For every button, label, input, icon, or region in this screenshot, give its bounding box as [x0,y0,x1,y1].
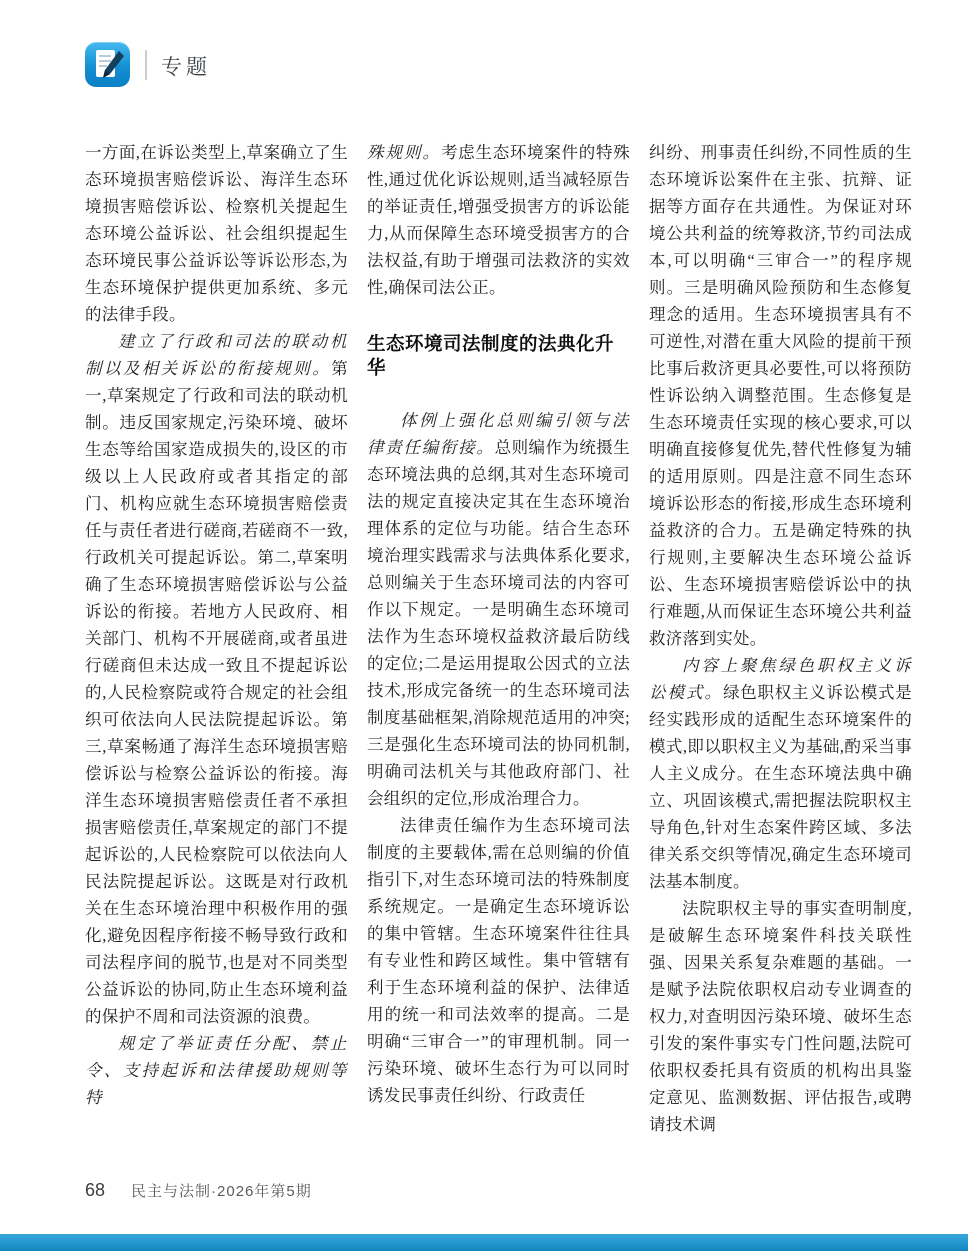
bottom-accent-bar [0,1234,968,1251]
paragraph: 内容上聚焦绿色职权主义诉讼模式。绿色职权主义诉讼模式是经实践形成的适配生态环境案件的模式,即以职权主义为基础,酌采当事人主义成分。在生态环境法典中确立、巩固该模式,需把握法院职权主导角色,针对生态案件跨区域、多法律关系交织等情况,确定生态环境司法基本制度。 [649,656,912,891]
journal-name: 民主与法制·2026年第5期 [131,1183,312,1200]
paragraph [85,1030,348,1111]
emphasis-lead: 内容上聚焦绿色职权主义诉讼模式。 [649,656,912,702]
article-column [367,139,630,1179]
paragraph: 一方面,在诉讼类型上,草案确立了生态环境损害赔偿诉讼、海洋生态环境损害赔偿诉讼、检察机关提起生态环境公益诉讼、社会组织提起生态环境民事公益诉讼等诉讼形态,为生态环境保护提供更加系统、多元的法律手段。 [85,143,348,324]
emphasis-lead: 殊规则。 [367,143,442,162]
paragraph: 纠纷、刑事责任纠纷,不同性质的生态环境诉讼案件在主张、抗辩、证据等方面存在共通性。为保证对环境公共利益的统筹救济,节约司法成本,可以明确“三审合一”的程序规则。三是明确风险预防和生态修复理念的适用。生态环境损害具有不可逆性,对潜在重大风险的提前干预比事后救济更具必要性,可以将预防性诉讼纳入调整范围。生态修复是生态环境责任实现的核心要求,可以明确直接修复优先,替代性修复为辅的适用原则。四是注意不同生态环境诉讼形态的衔接,形成生态环境利益救济的合力。五是确定特殊的执行规则,主要解决生态环境公益诉讼、生态环境损害赔偿诉讼中的执行难题,从而保证生态环境公共利益救济落到实处。 [649,143,912,648]
paragraph: 法院职权主导的事实查明制度,是破解生态环境案件科技关联性强、因果关系复杂难题的基础。一是赋予法院依职权启动专业调查的权力,对查明因污染环境、破坏生态引发的案件事实专门性问题,法院可依职权委托具有资质的机构出具鉴定意见、监测数据、评估报告,或聘请技术调 [649,899,912,1134]
document-with-pen-glyph [85,42,130,87]
page-footer [85,1180,312,1201]
section-heading: 生态环境司法制度的法典化升华 [367,333,615,378]
paragraph: 法律责任编作为生态环境司法制度的主要载体,需在总则编的价值指引下,对生态环境司法的特殊制度系统规定。一是确定生态环境诉讼的集中管辖。生态环境案件往往具有专业性和跨区域性。集中管辖有利于生态环境利益的保护、法律适用的统一和司法效率的提高。二是明确“三审合一”的审理机制。同一污染环境、破坏生态行为可以同时诱发民事责任纠纷、行政责任 [367,816,630,1105]
paragraph: 体例上强化总则编引领与法律责任编衔接。总则编作为统摄生态环境法典的总纲,其对生态环境司法的规定直接决定其在生态环境治理体系的定位与功能。结合生态环境治理实践需求与法典体系化要求,总则编关于生态环境司法的内容可作以下规定。一是明确生态环境司法作为生态环境权益救济最后防线的定位;二是运用提取公因式的立法技术,形成完备统一的生态环境司法制度基础框架,消除规范适用的冲突;三是强化生态环境司法的协同机制,明确司法机关与其他政府部门、社会组织的定位,形成治理合力。 [367,411,630,808]
article-column [649,139,912,1179]
article-column [85,139,348,1179]
emphasis-lead: 建立了行政和司法的联动机制以及相关诉讼的衔接规则。 [85,332,348,378]
section-label: 专题 [161,55,211,79]
paragraph: 殊规则。考虑生态环境案件的特殊性,通过优化诉讼规则,适当减轻原告的举证责任,增强受损害方的诉讼能力,从而保障生态环境受损害方的合法权益,有助于增强司法救济的实效性,确保司法公正。 [367,143,630,297]
article-body [85,139,912,1179]
document-with-pen-icon [85,42,130,87]
emphasis-lead: 规定了举证责任分配、禁止令、支持起诉和法律援助规则等特 [85,1034,348,1107]
page-number: 68 [85,1180,106,1200]
emphasis-lead: 体例上强化总则编引领与法律责任编衔接。 [367,411,630,457]
paragraph: 建立了行政和司法的联动机制以及相关诉讼的衔接规则。第一,草案规定了行政和司法的联动机制。违反国家规定,污染环境、破坏生态等给国家造成损失的,设区的市级以上人民政府或者其指定的部门、机构应就生态环境损害赔偿责任与责任者进行磋商,若磋商不一致,行政机关可提起诉讼。第二,草案明确了生态环境损害赔偿诉讼与公益诉讼的衔接。若地方人民政府、相关部门、机构不开展磋商,或者虽进行磋商但未达成一致且不提起诉讼的,人民检察院或符合规定的社会组织可依法向人民法院提起诉讼。第三,草案畅通了海洋生态环境损害赔偿诉讼与检察公益诉讼的衔接。海洋生态环境损害赔偿责任者不承担损害赔偿责任,草案规定的部门不提起诉讼的,人民检察院可以依法向人民法院提起诉讼。这既是对行政机关在生态环境治理中积极作用的强化,避免因程序衔接不畅导致行政和司法程序间的脱节,也是对不同类型公益诉讼的协同,防止生态环境利益的保护不周和司法资源的浪费。 [85,332,348,1026]
header-divider [145,50,147,80]
page-header [85,42,211,87]
